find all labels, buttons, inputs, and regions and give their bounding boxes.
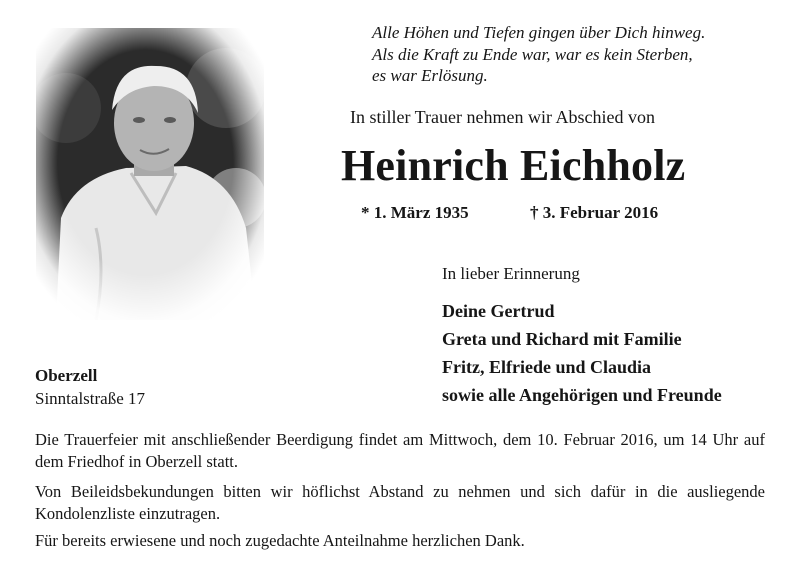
funeral-notice: Die Trauerfeier mit anschließender Beerdigung findet am Mittwoch, dem 10. Februar 2016, um 14 Uhr auf dem Friedhof in Oberzell statt. [35, 430, 765, 471]
condolence-notice: Von Beileidsbekundungen bitten wir höflichst Abstand zu nehmen und sich dafür in die ausliegende Kondolenzliste einzutragen. [35, 482, 765, 523]
mourner-line: sowie alle Angehörigen und Freunde [442, 385, 722, 405]
memorial-verse [372, 22, 782, 87]
verse-line: Alle Höhen und Tiefen gingen über Dich hinweg. [372, 23, 706, 42]
farewell-intro: In stiller Trauer nehmen wir Abschied von [350, 107, 655, 127]
verse-line: Als die Kraft zu Ende war, war es kein Sterben, [372, 44, 693, 64]
death-date: † 3. Februar 2016 [530, 203, 659, 222]
deceased-name: Heinrich Eichholz [341, 141, 686, 190]
birth-date: * 1. März 1935 [361, 203, 469, 222]
mourner-line: Greta und Richard mit Familie [442, 329, 682, 349]
thanks-notice: Für bereits erwiesene und noch zugedachte Anteilnahme herzlichen Dank. [35, 531, 525, 550]
portrait-photo [36, 28, 264, 320]
address-street: Sinntalstraße 17 [35, 389, 146, 408]
portrait-figure [36, 28, 264, 320]
mourners-list [442, 297, 722, 409]
mourner-line: Deine Gertrud [442, 301, 555, 321]
mourner-line: Fritz, Elfriede und Claudia [442, 357, 652, 377]
memory-heading: In lieber Erinnerung [442, 264, 580, 283]
verse-line: es war Erlösung. [372, 66, 488, 85]
address-place: Oberzell [35, 366, 98, 385]
